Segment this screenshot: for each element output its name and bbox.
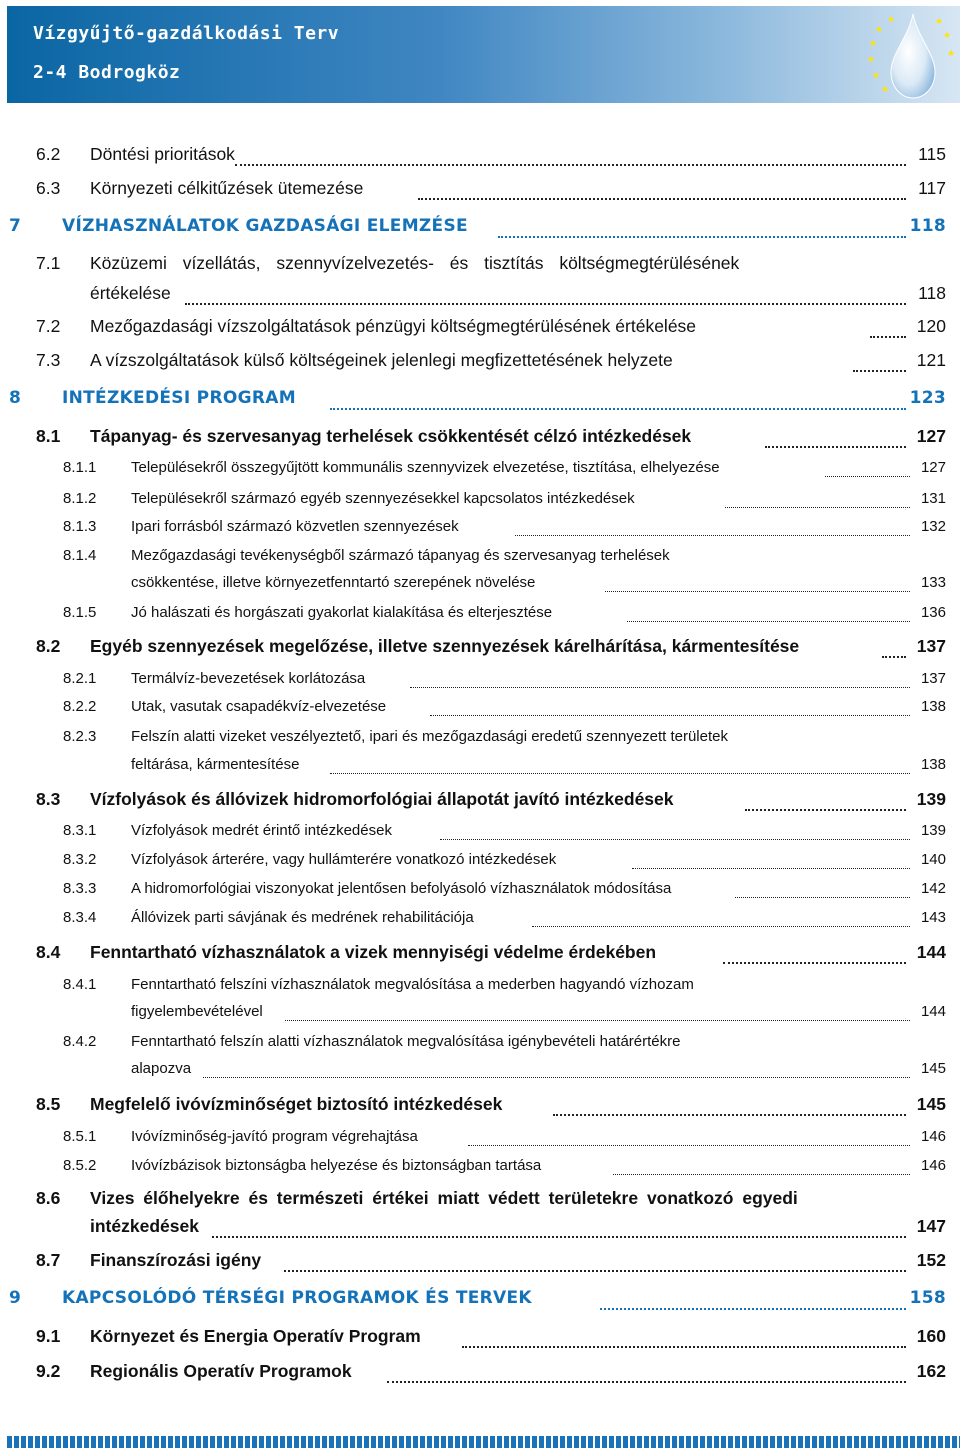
toc-title-line-1: Fenntartható felszín alatti vízhasználatok megvalósítása igénybevételi határértékre	[131, 1033, 681, 1050]
toc-number: 8.3.2	[63, 851, 97, 868]
toc-title: Egyéb szennyezések megelőzése, illetve szennyezések kárelhárítása, kármentesítése	[90, 636, 800, 656]
toc-page: 120	[916, 316, 946, 336]
toc-page: 145	[916, 1094, 946, 1114]
dot-leader	[613, 1172, 910, 1175]
dot-leader	[600, 1306, 906, 1310]
dot-leader	[515, 533, 910, 536]
toc-title: Településekről összegyűjtött kommunális szennyvizek elvezetése, tisztítása, elhelyezése	[131, 459, 720, 476]
toc-number: 8.1.1	[63, 459, 97, 476]
toc-title-line-1: Fenntartható felszíni vízhasználatok megvalósítása a mederben hagyandó vízhozam	[131, 976, 694, 993]
toc-page: 143	[920, 909, 946, 926]
toc-number: 8.4.1	[63, 976, 97, 993]
toc-title: VÍZHASZNÁLATOK GAZDASÁGI ELEMZÉSE	[62, 216, 468, 236]
dot-leader	[330, 771, 910, 774]
toc-number: 8.1.2	[63, 490, 97, 507]
toc-title: Finanszírozási igény	[90, 1250, 262, 1270]
toc-title: feltárása, kármentesítése	[131, 756, 300, 773]
toc-title: Állóvizek parti sávjának és medrének rehabilitációja	[131, 909, 474, 926]
toc-number: 8.2	[36, 636, 61, 656]
toc-number: 8	[9, 388, 22, 408]
dot-leader	[430, 713, 910, 716]
footer-stripe	[7, 1436, 960, 1448]
toc-number: 6.3	[36, 178, 61, 198]
dot-leader	[498, 234, 906, 238]
toc-number: 9.1	[36, 1326, 61, 1346]
dot-leader	[825, 474, 910, 477]
toc-title-line-1: Mezőgazdasági tevékenységből származó tápanyag és szervesanyag terhelések	[131, 547, 670, 564]
dot-leader	[410, 685, 910, 688]
toc-number: 9	[9, 1288, 22, 1308]
toc-page: 118	[918, 283, 946, 303]
toc-title: Vízfolyások árterére, vagy hullámterére vonatkozó intézkedések	[131, 851, 557, 868]
toc-title: Vízfolyások medrét érintő intézkedések	[131, 822, 392, 839]
toc-number: 6.2	[36, 144, 61, 164]
toc-page: 144	[916, 942, 946, 962]
toc-number: 8.3.1	[63, 822, 97, 839]
toc-title-line-1: Felszín alatti vizeket veszélyeztető, ipari és mezőgazdasági eredetű szennyezett területek	[131, 728, 728, 745]
toc-page: 140	[920, 851, 946, 868]
toc-page: 152	[916, 1250, 946, 1270]
toc-title: Környezeti célkitűzések ütemezése	[90, 178, 364, 198]
toc-number: 8.2.3	[63, 728, 97, 745]
dot-leader	[627, 619, 910, 622]
toc-title: Vízfolyások és állóvizek hidromorfológiai állapotát javító intézkedések	[90, 789, 674, 809]
toc-page: 142	[920, 880, 946, 897]
dot-leader	[285, 1018, 910, 1021]
document-title: Vízgyűjtő-gazdálkodási Terv	[33, 23, 340, 44]
dot-leader	[870, 334, 906, 338]
dot-leader	[745, 807, 906, 811]
dot-leader	[462, 1344, 906, 1348]
toc-title: csökkentése, illetve környezetfenntartó szerepének növelése	[131, 574, 536, 591]
toc-page: 117	[918, 178, 946, 198]
toc-page: 160	[916, 1326, 946, 1346]
svg-text:★: ★	[881, 85, 890, 95]
dot-leader	[330, 406, 906, 410]
toc-number: 7.1	[36, 253, 61, 273]
toc-page: 118	[909, 216, 946, 236]
dot-leader	[203, 1075, 910, 1078]
toc-page: 139	[920, 822, 946, 839]
toc-number: 8.5.2	[63, 1157, 97, 1174]
dot-leader	[418, 196, 906, 200]
toc-title: Ipari forrásból származó közvetlen szennyezések	[131, 518, 459, 535]
toc-title: Jó halászati és horgászati gyakorlat kialakítása és elterjesztése	[131, 604, 553, 621]
toc-page: 144	[920, 1003, 946, 1020]
dot-leader	[468, 1143, 910, 1146]
toc-number: 8.1.4	[63, 547, 97, 564]
toc-title: alapozva	[131, 1060, 192, 1077]
svg-text:★: ★	[943, 31, 952, 41]
dot-leader	[765, 444, 906, 448]
toc-number: 8.1	[36, 426, 61, 446]
toc-title: Fenntartható vízhasználatok a vizek mennyiségi védelme érdekében	[90, 942, 657, 962]
dot-leader	[284, 1268, 906, 1272]
dot-leader	[632, 866, 910, 869]
toc-page: 162	[916, 1361, 946, 1381]
toc-page: 115	[918, 144, 946, 164]
toc-page: 138	[920, 756, 946, 773]
toc-page: 139	[916, 789, 946, 809]
dot-leader	[235, 162, 906, 166]
svg-text:★: ★	[935, 17, 944, 27]
toc-title: Termálvíz-bevezetések korlátozása	[131, 670, 366, 687]
toc-page: 145	[920, 1060, 946, 1077]
toc-number: 8.2.1	[63, 670, 97, 687]
svg-text:★: ★	[887, 15, 896, 25]
toc-page: 137	[916, 636, 946, 656]
toc-number: 8.5	[36, 1094, 61, 1114]
toc-title: A vízszolgáltatások külső költségeinek jelenlegi megfizettetésének helyzete	[90, 350, 673, 370]
toc-title-line-1: Közüzemi vízellátás, szennyvízelvezetés- és tisztítás költségmegtérülésének	[90, 253, 740, 273]
toc-title: Ivóvízminőség-javító program végrehajtása	[131, 1128, 418, 1145]
toc-title: A hidromorfológiai viszonyokat jelentősen befolyásoló vízhasználatok módosítása	[131, 880, 672, 897]
toc-number: 7	[9, 216, 22, 236]
toc-page: 132	[920, 518, 946, 535]
toc-title: KAPCSOLÓDÓ TÉRSÉGI PROGRAMOK ÉS TERVEK	[62, 1288, 532, 1308]
toc-number: 8.4.2	[63, 1033, 97, 1050]
toc-title-line-1: Vizes élőhelyekre és természeti értékei miatt védett területekre vonatkozó egyedi	[90, 1188, 798, 1208]
toc-page: 127	[920, 459, 946, 476]
dot-leader	[532, 924, 910, 927]
water-drop-eu-stars-logo	[817, 10, 957, 102]
toc-number: 8.7	[36, 1250, 61, 1270]
dot-leader	[185, 301, 906, 305]
toc-number: 8.4	[36, 942, 61, 962]
svg-text:★: ★	[875, 25, 884, 35]
dot-leader	[553, 1112, 906, 1116]
svg-text:★: ★	[867, 55, 876, 65]
toc-number: 7.3	[36, 350, 61, 370]
svg-text:★: ★	[872, 71, 881, 81]
toc-title: Regionális Operatív Programok	[90, 1361, 352, 1381]
toc-title: figyelembevételével	[131, 1003, 263, 1020]
toc-title: Megfelelő ivóvízminőséget biztosító intézkedések	[90, 1094, 503, 1114]
toc-page: 137	[920, 670, 946, 687]
toc-page: 131	[920, 490, 946, 507]
dot-leader	[440, 837, 910, 840]
toc-number: 8.3	[36, 789, 61, 809]
toc-title: Mezőgazdasági vízszolgáltatások pénzügyi költségmegtérülésének értékelése	[90, 316, 697, 336]
toc-number: 8.1.5	[63, 604, 97, 621]
toc-title: intézkedések	[90, 1216, 199, 1236]
toc-number: 8.5.1	[63, 1128, 97, 1145]
dot-leader	[735, 895, 910, 898]
toc-page: 158	[909, 1288, 946, 1308]
toc-title: INTÉZKEDÉSI PROGRAM	[62, 388, 296, 408]
dot-leader	[387, 1379, 906, 1383]
toc-page: 147	[916, 1216, 946, 1236]
toc-number: 8.3.4	[63, 909, 97, 926]
dot-leader	[853, 368, 906, 372]
toc-page: 138	[920, 698, 946, 715]
toc-number: 8.3.3	[63, 880, 97, 897]
dot-leader	[723, 960, 906, 964]
toc-number: 7.2	[36, 316, 61, 336]
toc-title: Ivóvízbázisok biztonságba helyezése és biztonságban tartása	[131, 1157, 542, 1174]
toc-page: 136	[920, 604, 946, 621]
dot-leader	[725, 505, 910, 508]
toc-title: Környezet és Energia Operatív Program	[90, 1326, 421, 1346]
dot-leader	[605, 589, 910, 592]
toc-number: 8.2.2	[63, 698, 97, 715]
toc-title: Tápanyag- és szervesanyag terhelések csökkentését célzó intézkedések	[90, 426, 692, 446]
toc-page: 123	[909, 388, 946, 408]
svg-text:★: ★	[947, 49, 956, 59]
toc-title: Településekről származó egyéb szennyezésekkel kapcsolatos intézkedések	[131, 490, 635, 507]
dot-leader	[212, 1234, 906, 1238]
toc-number: 8.1.3	[63, 518, 97, 535]
toc-page: 133	[920, 574, 946, 591]
toc-number: 9.2	[36, 1361, 61, 1381]
document-subtitle: 2-4 Bodrogköz	[33, 62, 181, 83]
page-header	[7, 6, 960, 103]
toc-number: 8.6	[36, 1188, 61, 1208]
svg-text:★: ★	[869, 39, 878, 49]
toc-page: 121	[916, 350, 946, 370]
toc-title: Döntési prioritások	[90, 144, 235, 164]
dot-leader	[882, 654, 906, 658]
toc-title: Utak, vasutak csapadékvíz-elvezetése	[131, 698, 387, 715]
toc-title: értékelése	[90, 283, 171, 303]
toc-page: 146	[920, 1128, 946, 1145]
toc-page: 127	[916, 426, 946, 446]
toc-page: 146	[920, 1157, 946, 1174]
